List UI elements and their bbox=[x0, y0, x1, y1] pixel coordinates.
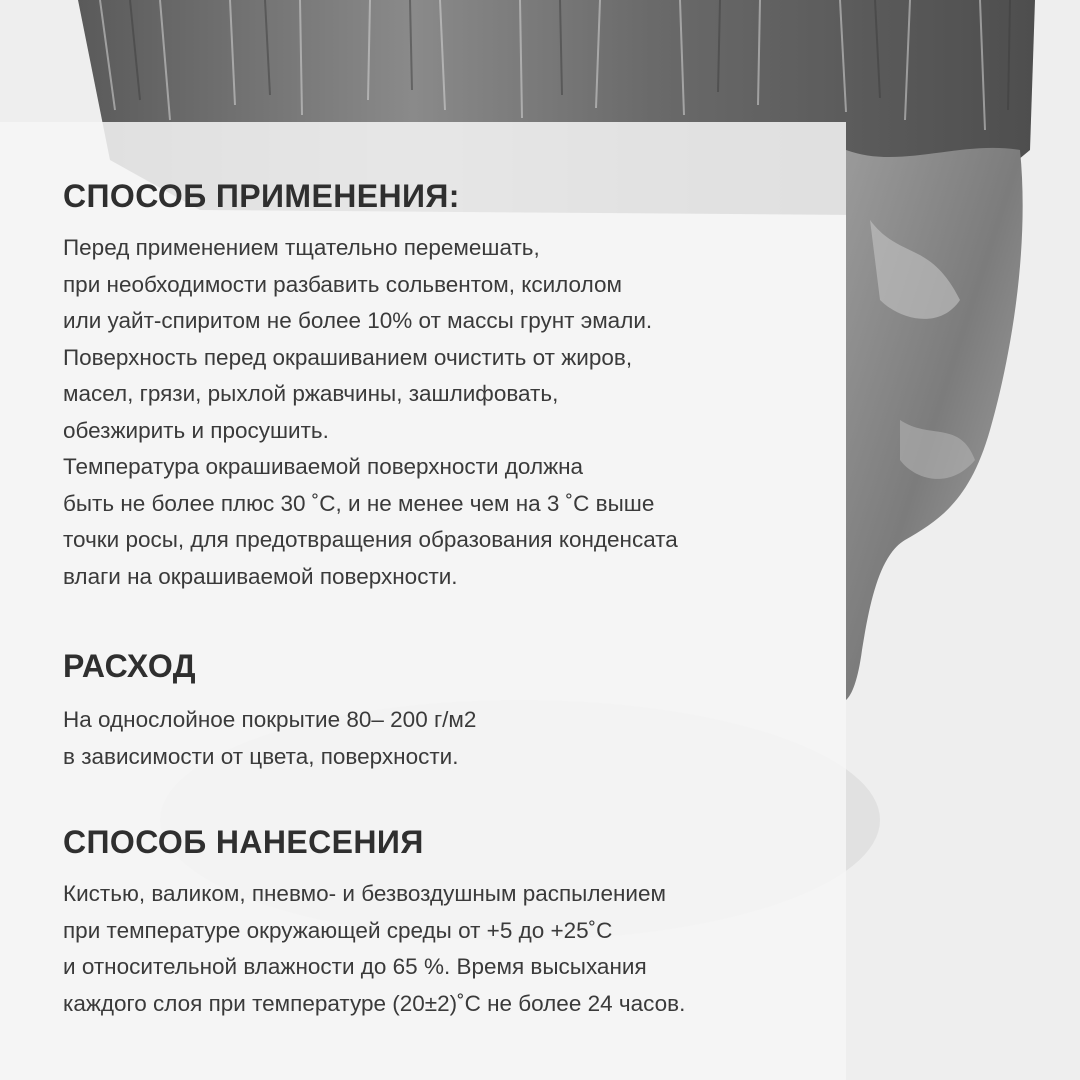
text-line: точки росы, для предотвращения образования конденсата bbox=[63, 527, 678, 552]
text-line: каждого слоя при температуре (20±2)˚С не более 24 часов. bbox=[63, 990, 686, 1016]
text-line: в зависимости от цвета, поверхности. bbox=[63, 743, 459, 769]
application-section bbox=[63, 176, 833, 595]
text-line: быть не более плюс 30 ˚С, и не менее чем на 3 ˚С выше bbox=[63, 490, 655, 516]
text-line: или уайт-спиритом не более 10% от массы грунт эмали. bbox=[63, 308, 653, 333]
text-line: обезжирить и просушить. bbox=[63, 417, 329, 443]
text-line: Перед применением тщательно перемешать, bbox=[63, 235, 540, 260]
application-heading: СПОСОБ ПРИМЕНЕНИЯ: bbox=[63, 178, 460, 214]
application-method-heading: СПОСОБ НАНЕСЕНИЯ bbox=[63, 824, 424, 860]
application-method-text bbox=[63, 876, 833, 1022]
consumption-heading: РАСХОД bbox=[63, 648, 196, 684]
text-line: Кистью, валиком, пневмо- и безвоздушным распылением bbox=[63, 881, 666, 906]
application-text bbox=[63, 230, 833, 595]
text-line: Температура окрашиваемой поверхности должна bbox=[63, 454, 584, 479]
text-line: масел, грязи, рыхлой ржавчины, зашлифовать, bbox=[63, 381, 559, 406]
application-method-section bbox=[63, 822, 833, 1022]
consumption-section bbox=[63, 646, 833, 775]
consumption-text bbox=[63, 702, 833, 775]
text-line: Поверхность перед окрашиванием очистить от жиров, bbox=[63, 344, 633, 370]
text-line: На однослойное покрытие 80– 200 г/м2 bbox=[63, 707, 477, 732]
text-line: при необходимости разбавить сольвентом, ксилолом bbox=[63, 271, 622, 297]
text-line: при температуре окружающей среды от +5 до +25˚С bbox=[63, 917, 613, 943]
text-line: влаги на окрашиваемой поверхности. bbox=[63, 563, 458, 589]
text-line: и относительной влажности до 65 %. Время высыхания bbox=[63, 954, 647, 979]
